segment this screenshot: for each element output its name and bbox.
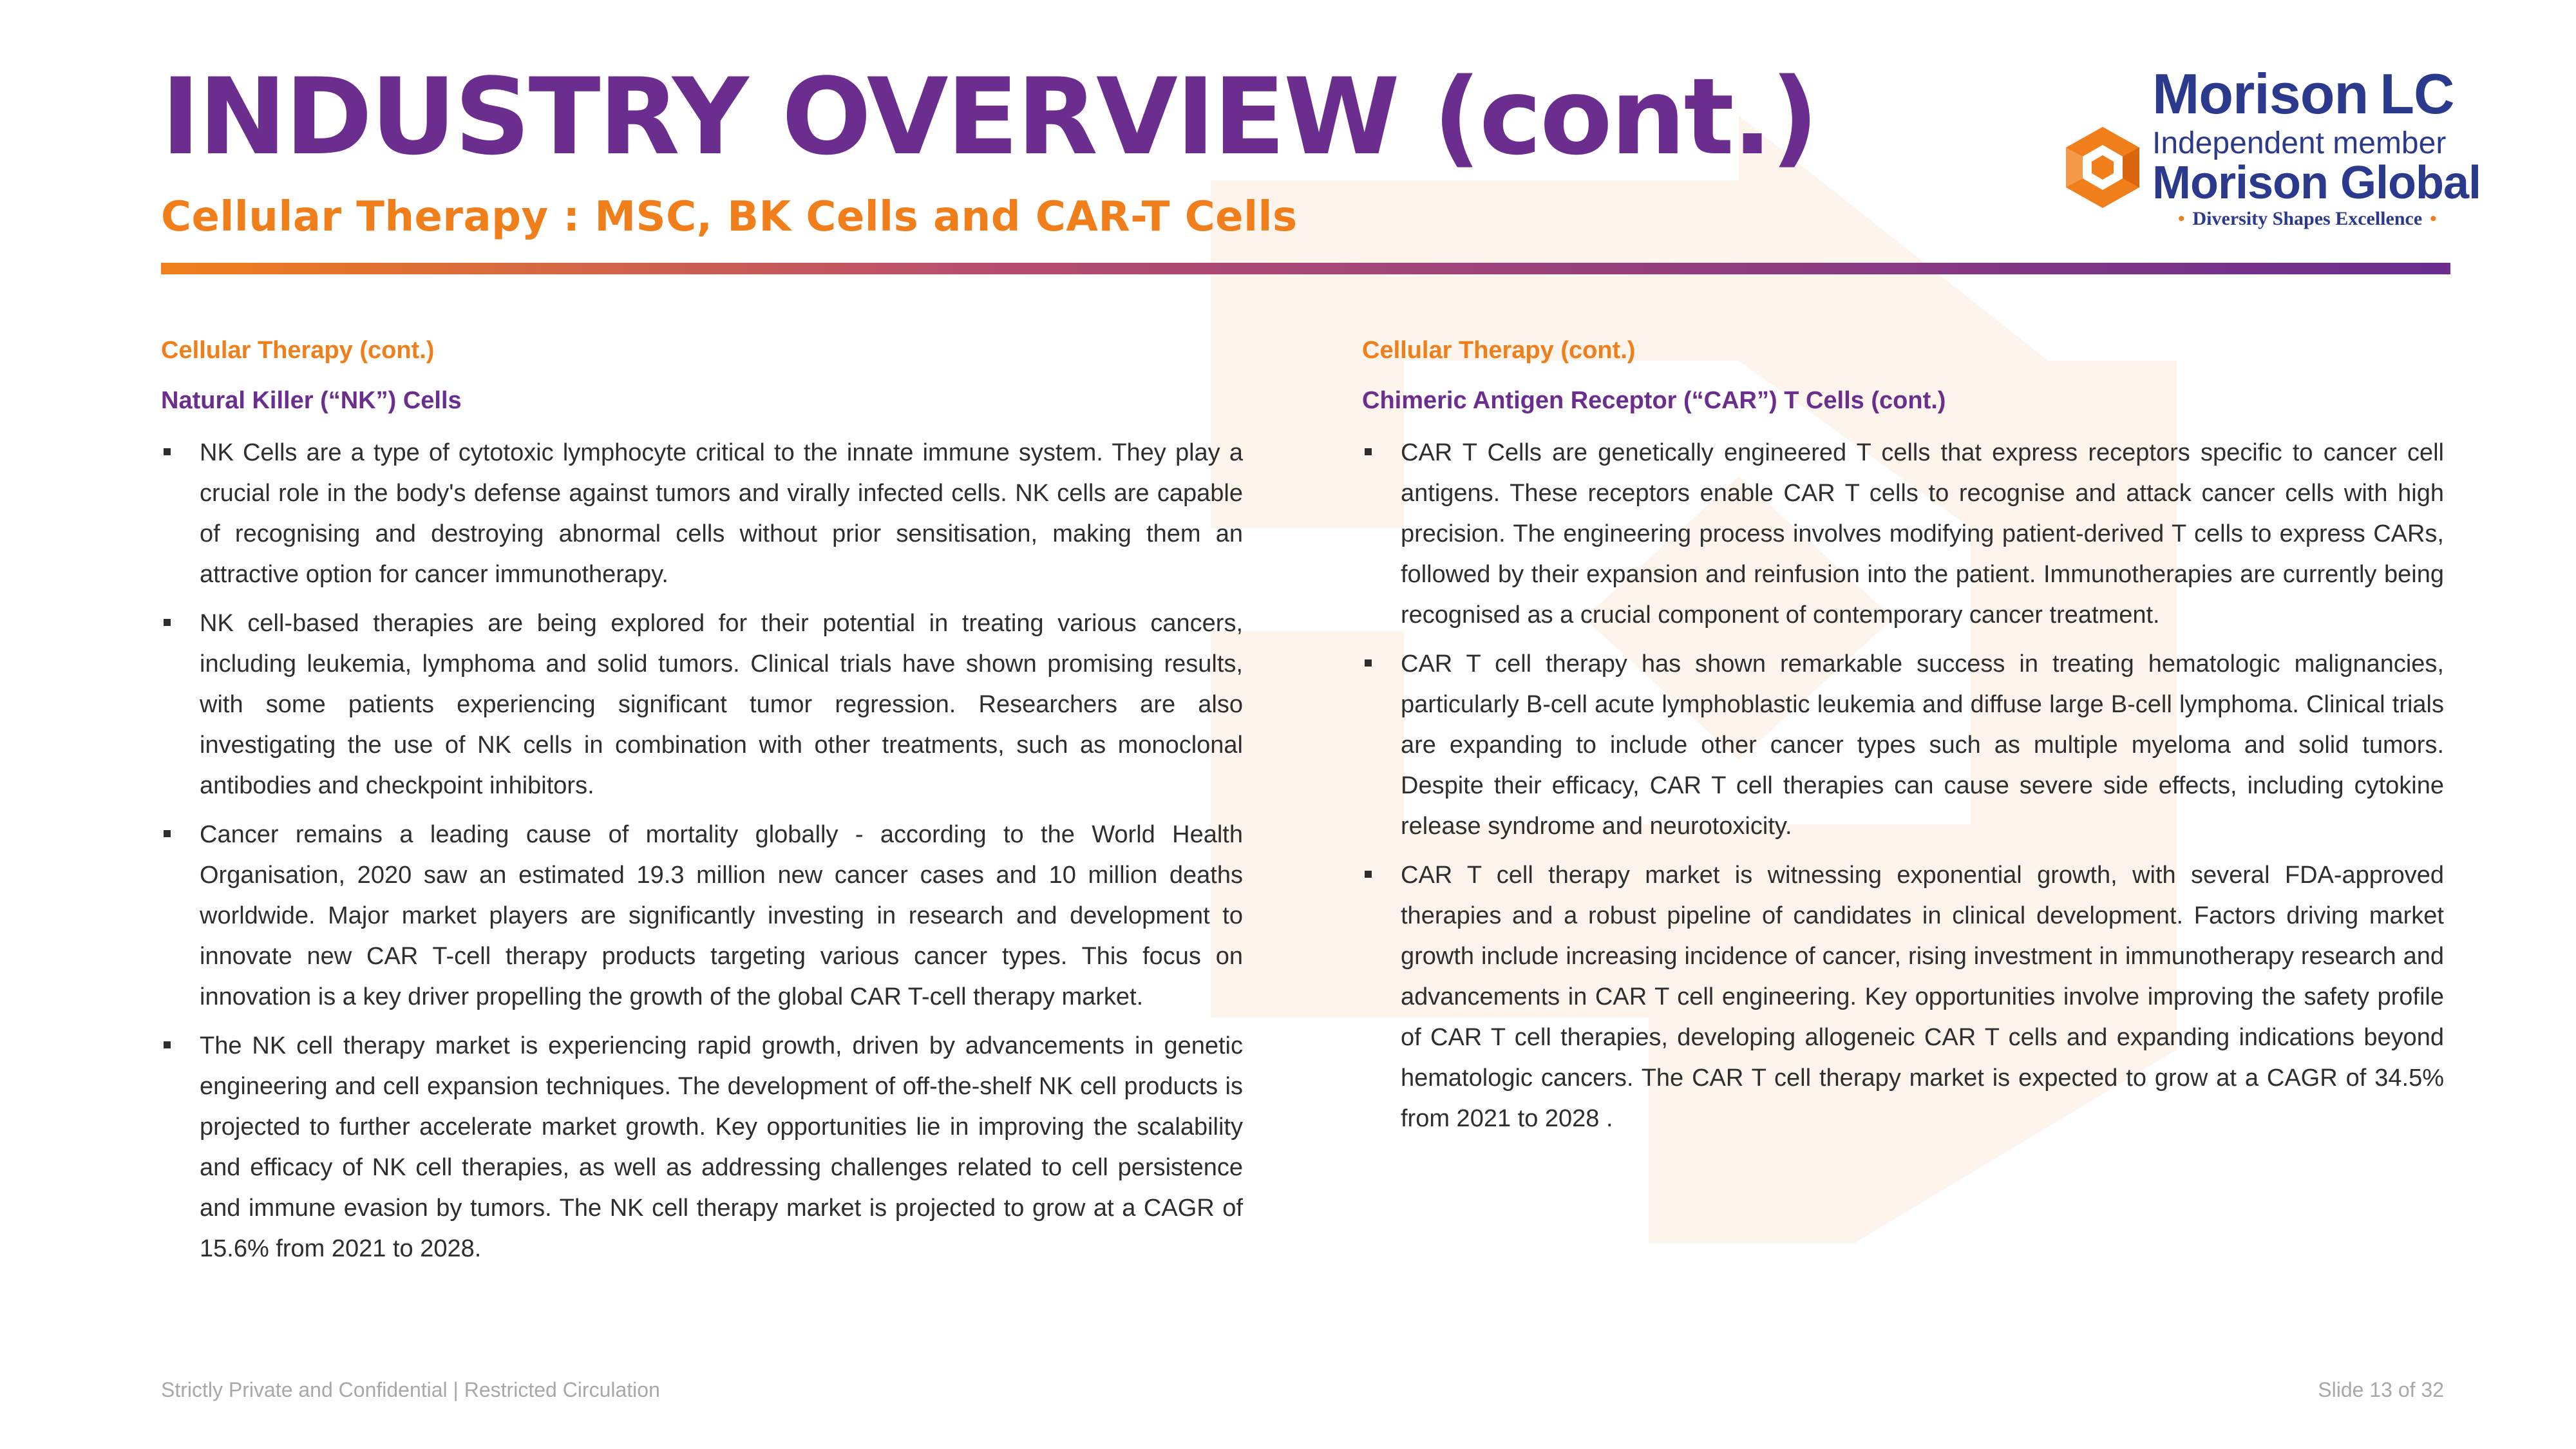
logo-wordmark bbox=[2152, 61, 2454, 127]
list-item: NK cell-based therapies are being explored for their potential in treating various cancers, including leukemia, lymphoma and solid tumors. Clinical trials have shown promising results, with some patients experiencing significant tumor regression. Researchers are also investigating the use of NK cells in combination with other treatments, such as monoclonal antibodies and checkpoint inhibitors. bbox=[161, 603, 1243, 806]
logo-name: Morison bbox=[2152, 62, 2369, 126]
logo-tagline bbox=[2170, 208, 2445, 230]
footer-confidentiality: Strictly Private and Confidential | Restricted Circulation bbox=[161, 1378, 660, 1401]
list-item: CAR T cell therapy market is witnessing exponential growth, with several FDA-approved therapies and a robust pipeline of candidates in clinical development. Factors driving market growth include increasing incidence of cancer, rising investment in immunotherapy research and advancements in CAR T cell engineering. Key opportunities involve improving the safety profile of CAR T cell therapies, developing allogeneic CAR T cells and expanding indications beyond hematologic cancers. The CAR T cell therapy market is expected to grow at a CAGR of 34.5% from 2021 to 2028 . bbox=[1362, 855, 2444, 1139]
logo-global-text: Morison Global bbox=[2152, 157, 2481, 209]
right-section-heading: Cellular Therapy (cont.) bbox=[1362, 337, 1636, 364]
left-sub-heading: Natural Killer (“NK”) Cells bbox=[161, 387, 462, 414]
tagline-text: Diversity Shapes Excellence bbox=[2192, 208, 2423, 229]
left-section-heading: Cellular Therapy (cont.) bbox=[161, 337, 435, 364]
logo-member-text: Independent member bbox=[2152, 126, 2447, 160]
page-title: INDUSTRY OVERVIEW (cont.) bbox=[161, 55, 1817, 178]
list-item: CAR T cell therapy has shown remarkable success in treating hematologic malignancies, particularly B-cell acute lymphoblastic leukemia and diffuse large B-cell lymphoma. Clinical trials are expanding to include other cancer types such as multiple myeloma and solid tumors. Despite their efficacy, CAR T cell therapies can cause severe side effects, including cytokine release syndrome and neurotoxicity. bbox=[1362, 644, 2444, 847]
list-item: NK Cells are a type of cytotoxic lymphocyte critical to the innate immune system. They play a crucial role in the body's defense against tumors and virally infected cells. NK cells are capable of recognising and destroying abnormal cells without prior sensitisation, making them an attractive option for cancer immunotherapy. bbox=[161, 433, 1243, 595]
page-subtitle: Cellular Therapy : MSC, BK Cells and CAR-T Cells bbox=[161, 193, 1298, 241]
list-item: CAR T Cells are genetically engineered T cells that express receptors specific to cancer cell antigens. These receptors enable CAR T cells to recognise and attack cancer cells with high precision. The engineering process involves modifying patient-derived T cells to express CARs, followed by their expansion and reinfusion into the patient. Immunotherapies are currently being recognised as a crucial component of contemporary cancer treatment. bbox=[1362, 433, 2444, 636]
left-bullet-list bbox=[161, 433, 1243, 1269]
morison-hexagon-mark-icon bbox=[2061, 126, 2145, 209]
company-logo bbox=[2061, 61, 2481, 235]
left-column bbox=[161, 335, 1243, 1278]
tagline-bullet-left: • bbox=[2178, 208, 2185, 229]
header-divider bbox=[161, 263, 2450, 274]
list-item: Cancer remains a leading cause of mortality globally - according to the World Health Organisation, 2020 saw an estimated 19.3 million new cancer cases and 10 million deaths worldwide. Major market players are significantly investing in research and development to innovate new CAR T-cell therapy products targeting various cancer types. This focus on innovation is a key driver propelling the growth of the global CAR T-cell therapy market. bbox=[161, 815, 1243, 1018]
footer-slide-number: Slide 13 of 32 bbox=[2318, 1378, 2444, 1401]
logo-suffix: LC bbox=[2380, 62, 2454, 126]
right-bullet-list bbox=[1362, 433, 2444, 1139]
tagline-bullet-right: • bbox=[2430, 208, 2437, 229]
right-column bbox=[1362, 335, 2444, 1148]
right-sub-heading: Chimeric Antigen Receptor (“CAR”) T Cells (cont.) bbox=[1362, 387, 1946, 414]
list-item: The NK cell therapy market is experiencing rapid growth, driven by advancements in genetic engineering and cell expansion techniques. The development of off-the-shelf NK cell products is projected to further accelerate market growth. Key opportunities lie in improving the scalability and efficacy of NK cell therapies, as well as addressing challenges related to cell persistence and immune evasion by tumors. The NK cell therapy market is projected to grow at a CAGR of 15.6% from 2021 to 2028. bbox=[161, 1026, 1243, 1269]
